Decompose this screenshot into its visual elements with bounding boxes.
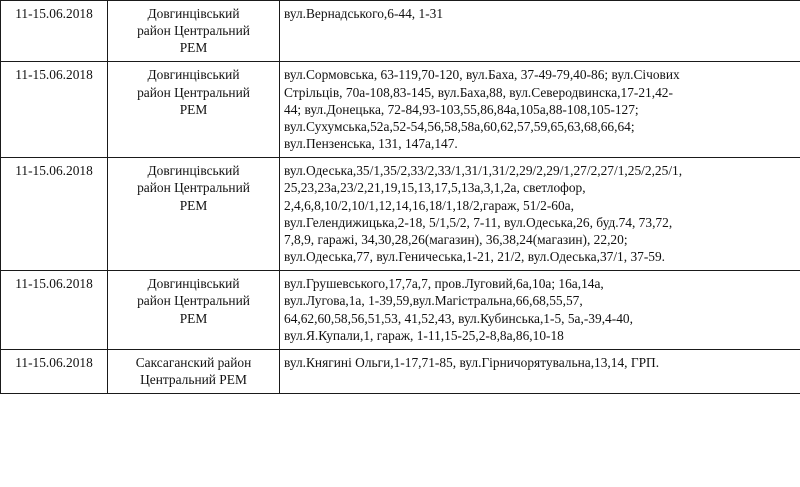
table-row [1, 271, 800, 350]
street-line: 25,23,23а,23/2,21,19,15,13,17,5,13а,3,1,2а, светлофор, [284, 180, 586, 196]
region-line: РЕМ [179, 101, 208, 117]
cell-date: 11-15.06.2018 [1, 349, 108, 393]
table-row [1, 1, 800, 62]
region-line: Центральний РЕМ [140, 371, 247, 387]
street-line: вул.Гелендижицька,2-18, 5/1,5/2, 7-11, вул.Одеська,26, буд.74, 73,72, [284, 214, 673, 230]
cell-region [108, 62, 280, 158]
cell-region [108, 158, 280, 271]
region-line: РЕМ [179, 197, 208, 213]
street-line: вул.Княгині Ольги,1-17,71-85, вул.Гірничорятувальна,13,14, ГРП. [284, 354, 660, 370]
table-row [1, 62, 800, 158]
street-line: вул.Одеська,77, вул.Геничеська,1-21, 21/2, вул.Одеська,37/1, 37-59. [284, 249, 666, 265]
region-line: район Центральний [137, 84, 250, 100]
cell-streets [280, 158, 800, 271]
street-line: вул.Грушевського,17,7а,7, пров.Луговий,6а,10а; 16а,14а, [284, 276, 604, 292]
region-line: Довгинцівський [147, 6, 240, 21]
street-line: 44; вул.Донецька, 72-84,93-103,55,86,84а,105а,88-108,105-127; [284, 101, 639, 117]
street-line: вул.Сухумська,52а,52-54,56,58,58а,60,62,57,59,65,63,68,66,64; [284, 118, 635, 134]
cell-region [108, 271, 280, 350]
street-line: 2,4,6,8,10/2,10/1,12,14,16,18/1,18/2,гараж, 51/2-60а, [284, 197, 574, 213]
region-line: Довгинцівський [147, 163, 240, 179]
cell-date: 11-15.06.2018 [1, 1, 108, 62]
street-line: вул.Я.Купали,1, гараж, 1-11,15-25,2-8,8а,86,10-18 [284, 327, 564, 343]
cell-streets [280, 1, 800, 62]
cell-region [108, 1, 280, 62]
region-line: район Центральний [137, 23, 250, 39]
region-line: РЕМ [179, 40, 208, 56]
cell-streets [280, 271, 800, 350]
region-line: район Центральний [137, 180, 250, 196]
region-line: РЕМ [179, 310, 208, 326]
cell-region [108, 349, 280, 393]
table-body [1, 1, 800, 394]
region-line: Саксаганский район [135, 354, 252, 370]
cell-date: 11-15.06.2018 [1, 271, 108, 350]
cell-streets [280, 62, 800, 158]
cell-date: 11-15.06.2018 [1, 158, 108, 271]
street-line: вул.Лугова,1а, 1-39,59,вул.Магістральна,66,68,55,57, [284, 293, 583, 309]
table-row [1, 349, 800, 393]
cell-date: 11-15.06.2018 [1, 62, 108, 158]
region-line: Довгинцівський [147, 67, 240, 83]
street-line: вул.Вернадського,6-44, 1-31 [284, 6, 444, 21]
street-line: вул.Одеська,35/1,35/2,33/2,33/1,31/1,31/2,29/2,29/1,27/2,27/1,25/2,25/1, [284, 163, 683, 179]
region-line: Довгинцівський [147, 276, 240, 292]
table-row [1, 158, 800, 271]
street-line: вул.Пензенська, 131, 147а,147. [284, 136, 458, 152]
street-line: 7,8,9, гаражі, 34,30,28,26(магазин), 36,38,24(магазин), 22,20; [284, 231, 628, 247]
street-line: вул.Сормовська, 63-119,70-120, вул.Баха, 37-49-79,40-86; вул.Січових [284, 67, 680, 83]
cell-streets [280, 349, 800, 393]
street-line: 64,62,60,58,56,51,53, 41,52,43, вул.Кубинська,1-5, 5а,-39,4-40, [284, 310, 633, 326]
region-line: район Центральний [137, 293, 250, 309]
street-line: Стрільців, 70а-108,83-145, вул.Баха,88, вул.Северодвинска,17-21,42- [284, 84, 673, 100]
